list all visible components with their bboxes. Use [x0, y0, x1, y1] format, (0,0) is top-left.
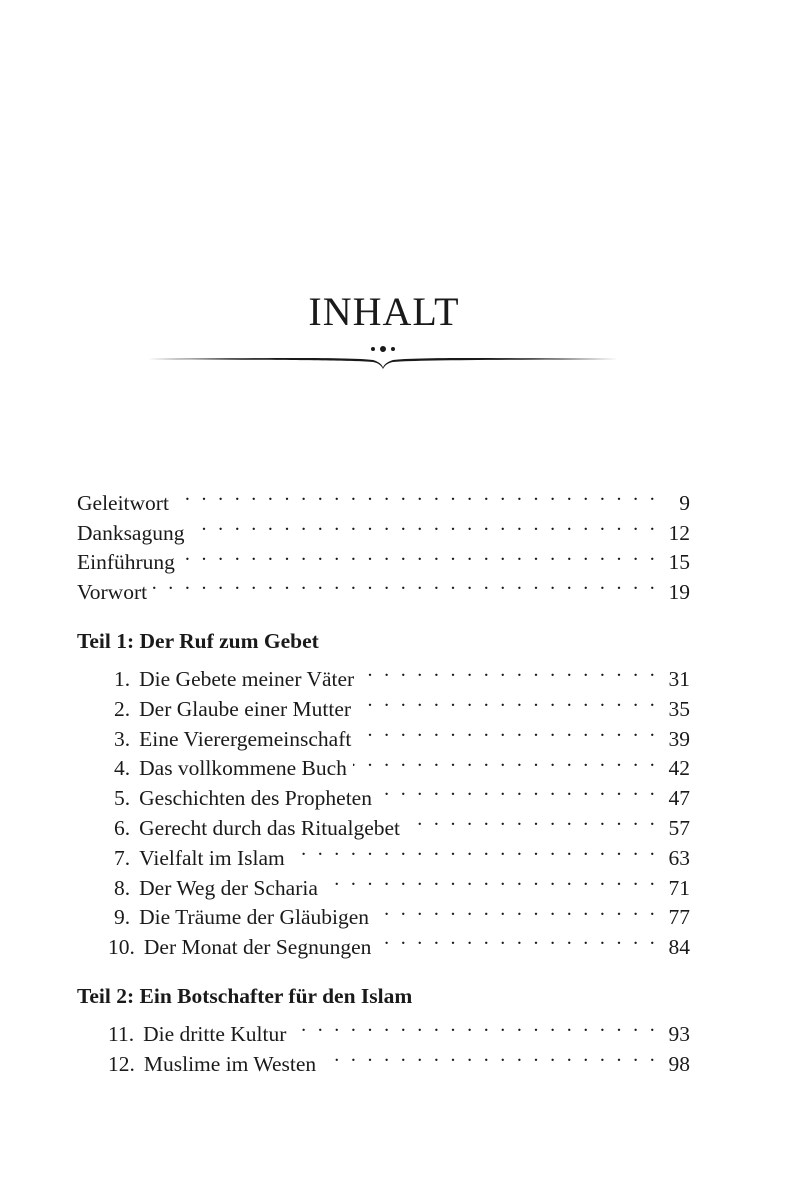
dot-leader [322, 1041, 658, 1071]
chapter-page: 93 [668, 1021, 690, 1046]
chapter-title: Der Glaube einer Mutter [139, 696, 352, 721]
chapter-title: Der Monat der Segnungen [143, 935, 372, 960]
dot-leader [353, 746, 658, 776]
chapter-number: 5. [114, 786, 131, 811]
toc-entry-geleitwort[interactable] [77, 480, 690, 515]
page-title: INHALT [308, 289, 460, 334]
toc-entry-label: Danksagung [77, 520, 185, 545]
chapter-number: 3. [114, 726, 131, 751]
chapter-page: 47 [668, 786, 690, 811]
dot-leader [375, 895, 658, 925]
chapter-page: 63 [668, 845, 690, 870]
chapter-title: Die Gebete meiner Väter [139, 666, 355, 691]
chapter-page: 39 [668, 726, 690, 751]
dot-leader [292, 1011, 658, 1041]
chapter-title: Eine Vierergemeinschaft [139, 726, 352, 751]
dot-leader [291, 835, 658, 865]
dot-leader [357, 686, 658, 716]
chapter-number: 10. [108, 935, 135, 960]
chapter-number: 4. [114, 756, 131, 781]
chapter-number: 9. [114, 905, 131, 930]
chapter-page: 77 [668, 905, 690, 930]
dot-leader [153, 569, 658, 599]
chapter-page: 57 [668, 815, 690, 840]
toc-entry-vorwort[interactable] [77, 569, 690, 605]
dot-leader [406, 805, 658, 835]
toc-entry-page: 15 [668, 550, 690, 575]
dot-leader [357, 716, 658, 746]
chapter-title: Der Weg der Scharia [139, 875, 318, 900]
toc-chapter-11[interactable] [77, 1011, 690, 1046]
dot-leader [324, 865, 658, 895]
toc-entry-label: Geleitwort [77, 490, 169, 515]
dot-leader [377, 924, 658, 954]
chapter-number: 2. [114, 696, 131, 721]
chapter-page: 98 [668, 1051, 690, 1076]
dot-leader [190, 510, 658, 540]
toc-entry-label: Vorwort [77, 580, 148, 605]
dot-leader [175, 480, 658, 510]
chapter-page: 35 [668, 696, 690, 721]
dot-leader [181, 540, 658, 570]
chapter-number: 11. [108, 1021, 135, 1046]
dot-leader [378, 775, 658, 805]
chapter-title: Das vollkommene Buch [139, 756, 347, 781]
dot-leader [360, 656, 658, 686]
chapter-title: Die Träume der Gläubigen [139, 905, 370, 930]
chapter-title: Geschichten des Propheten [139, 786, 372, 811]
toc-entry-page: 12 [668, 520, 690, 545]
chapter-title: Vielfalt im Islam [139, 845, 285, 870]
chapter-page: 31 [668, 666, 690, 691]
toc-entry-page: 9 [679, 490, 690, 515]
chapter-number: 8. [114, 875, 131, 900]
toc-chapter-1[interactable] [77, 656, 690, 691]
chapter-title: Gerecht durch das Ritualgebet [139, 815, 401, 840]
part-1-heading: Teil 1: Der Ruf zum Gebet [77, 629, 319, 654]
chapter-number: 1. [114, 666, 131, 691]
chapter-title: Muslime im Westen [143, 1051, 317, 1076]
ornament-divider-icon [148, 338, 618, 374]
toc-entry-label: Einführung [77, 550, 175, 575]
chapter-number: 6. [114, 815, 131, 840]
toc-entry-page: 19 [668, 580, 690, 605]
chapter-number: 12. [108, 1051, 135, 1076]
chapter-page: 71 [668, 875, 690, 900]
table-of-contents [77, 480, 690, 1076]
chapter-title: Die dritte Kultur [143, 1021, 287, 1046]
part-2-heading: Teil 2: Ein Botschafter für den Islam [77, 984, 413, 1009]
chapter-number: 7. [114, 845, 131, 870]
chapter-page: 84 [668, 935, 690, 960]
chapter-page: 42 [668, 756, 690, 781]
